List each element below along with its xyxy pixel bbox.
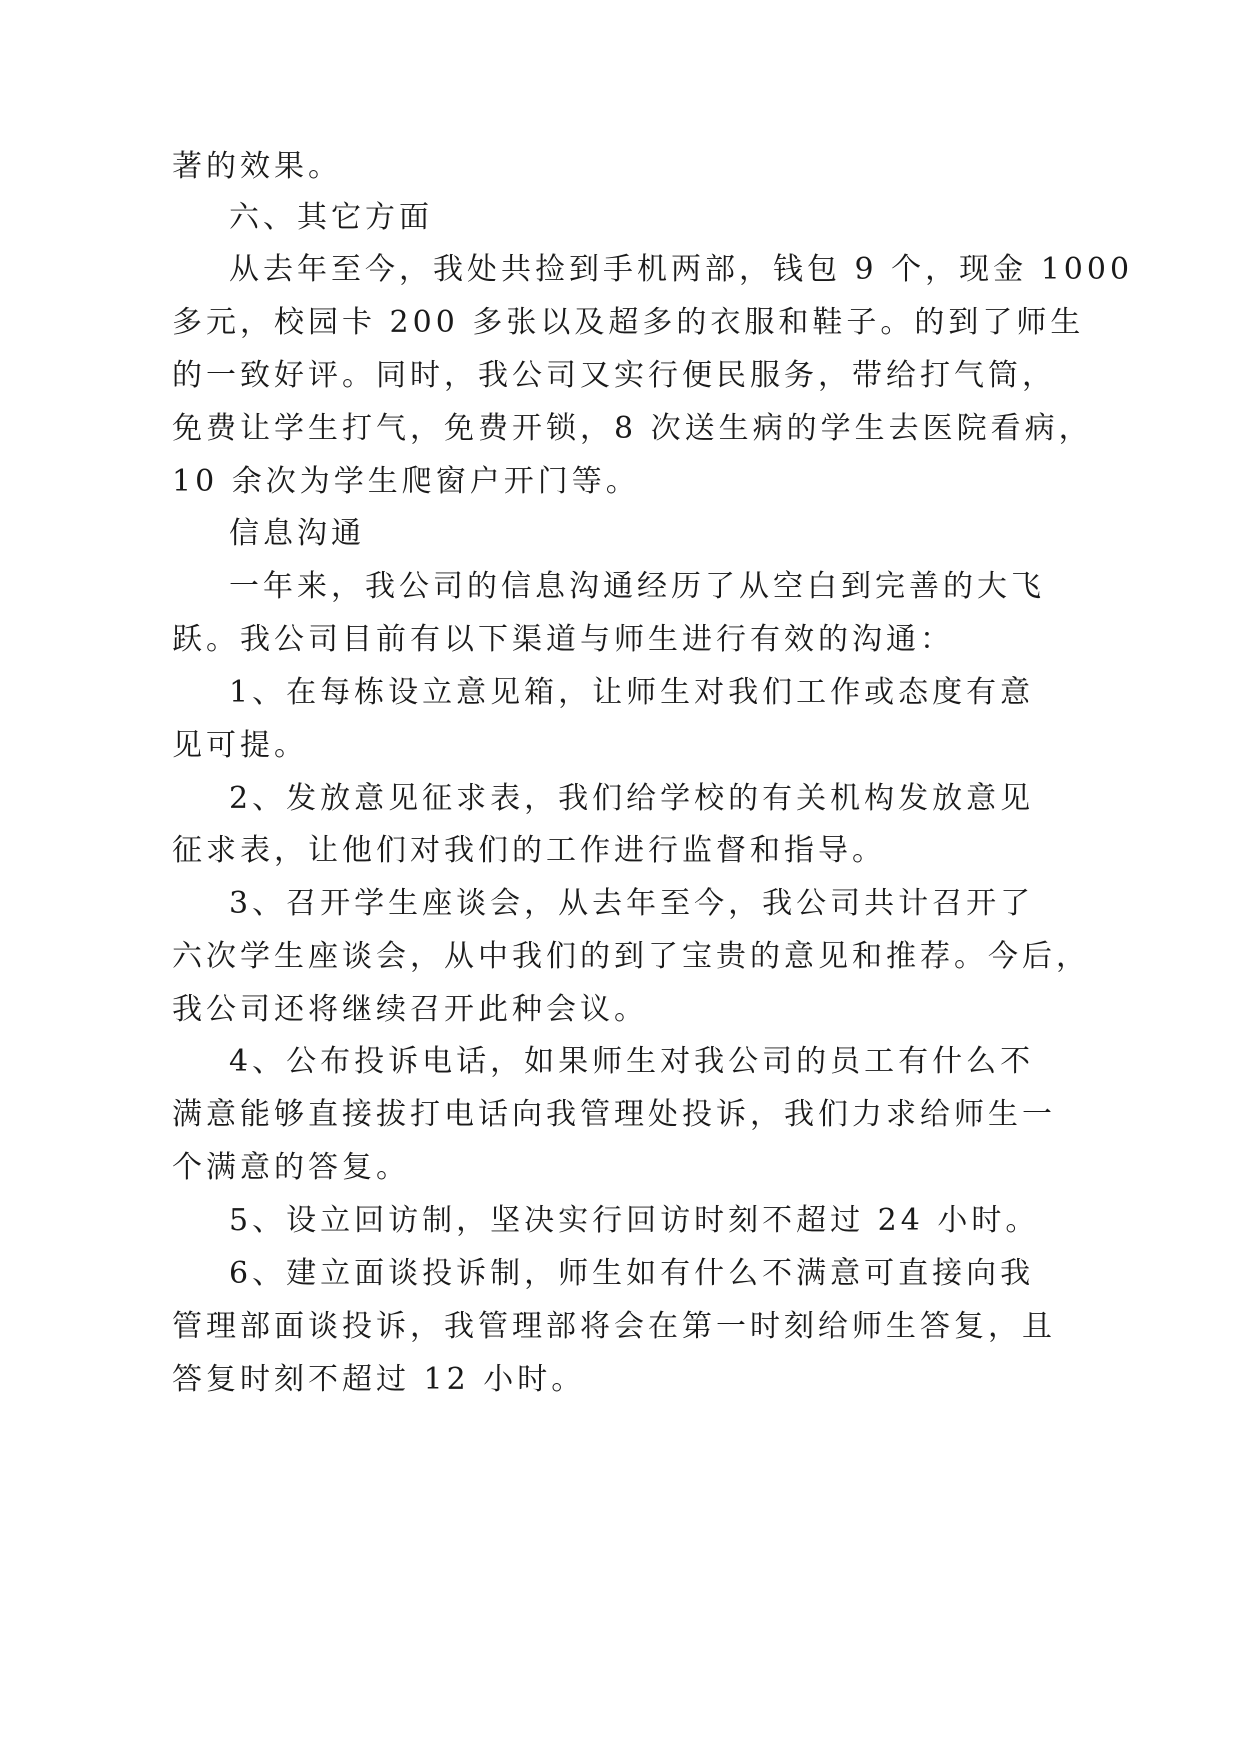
- list-item: 4、公布投诉电话，如果师生对我公司的员工有什么不: [229, 1044, 1035, 1079]
- text-line: 的一致好评。同时，我公司又实行便民服务，带给打气筒，: [172, 358, 1056, 393]
- list-item-continued: 答复时刻不超过 12 小时。: [172, 1362, 586, 1397]
- text-line: 从去年至今，我处共捡到手机两部，钱包 9 个，现金 1000: [229, 252, 1134, 287]
- text-line: 一年来，我公司的信息沟通经历了从空白到完善的大飞: [229, 569, 1045, 604]
- list-item: 2、发放意见征求表，我们给学校的有关机构发放意见: [229, 781, 1035, 816]
- list-item-continued: 六次学生座谈会，从中我们的到了宝贵的意见和推荐。今后，: [172, 939, 1090, 974]
- text-line: 免费让学生打气，免费开锁，8 次送生病的学生去医院看病，: [172, 411, 1093, 446]
- text-line: 著的效果。: [172, 149, 342, 184]
- list-item-continued: 管理部面谈投诉，我管理部将会在第一时刻给师生答复，且: [172, 1309, 1056, 1344]
- list-item: 1、在每栋设立意见箱，让师生对我们工作或态度有意: [229, 675, 1035, 710]
- list-item-continued: 征求表，让他们对我们的工作进行监督和指导。: [172, 833, 886, 868]
- list-item: 3、召开学生座谈会，从去年至今，我公司共计召开了: [229, 886, 1035, 921]
- section-heading: 六、其它方面: [229, 200, 433, 235]
- list-item-continued: 见可提。: [172, 728, 308, 763]
- list-item-continued: 个满意的答复。: [172, 1150, 410, 1185]
- list-item: 6、建立面谈投诉制，师生如有什么不满意可直接向我: [229, 1256, 1035, 1291]
- list-item-continued: 我公司还将继续召开此种会议。: [172, 992, 648, 1027]
- section-heading: 信息沟通: [229, 516, 365, 551]
- list-item-continued: 满意能够直接拔打电话向我管理处投诉，我们力求给师生一: [172, 1097, 1056, 1132]
- text-line: 跃。我公司目前有以下渠道与师生进行有效的沟通：: [172, 622, 954, 657]
- list-item: 5、设立回访制，坚决实行回访时刻不超过 24 小时。: [229, 1203, 1040, 1238]
- text-line: 多元，校园卡 200 多张以及超多的衣服和鞋子。的到了师生: [172, 305, 1085, 340]
- text-line: 10 余次为学生爬窗户开门等。: [172, 464, 640, 499]
